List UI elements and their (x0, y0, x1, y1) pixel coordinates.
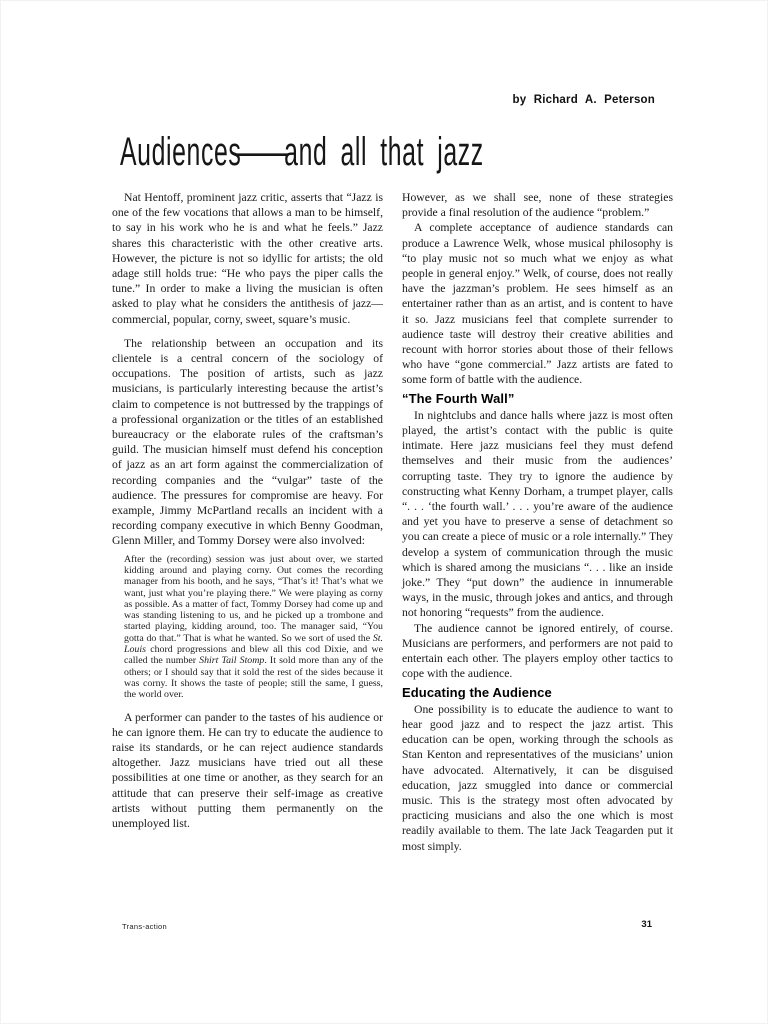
quote-text: After the (recording) session was just about over, we started kidding around and playing corny. Out comes the recording manager from his booth, and he says, “That’s it! That’s what we want, just what you’re playing there.” We were playing as corny as possible. As a matter of fact, Tommy Dorsey had come up and was standing listening to us, and he picked up a trombone and started playing, kidding around, too. The manager said, “You gotta do that.” That is what he wanted. So we sort of used the (124, 553, 383, 644)
paragraph-educate-audience: One possibility is to educate the audience to want to hear good jazz and to respect the jazz artist. This education can be open, working through the schools as Stan Kenton and representatives of the musicians’ union have advocated. Alternatively, it can be disguised education, jazz smuggled into dance or commercial music. This is the strategy most often advocated by practicing musicians and also the one which is most readily available to them. The late Jack Teagarden put it most simply. (402, 702, 673, 853)
paragraph-however-strategies: However, as we shall see, none of these strategies provide a final resolution of the audience “problem.” (402, 191, 673, 220)
article-body (112, 190, 673, 854)
right-column (402, 190, 673, 854)
article-title (120, 130, 484, 175)
quote-text: . It sold more than any of the others; or I should say that it sold the rest of the sides because it was corny. It shows the taste of people; still the same, I guess, the world over. (124, 655, 383, 701)
paragraph-audience-ignored: The audience cannot be ignored entirely, of course. Musicians are performers, and performers are not paid to entertain each other. The players employ other tactics to cope with the audience. (402, 621, 673, 681)
title-dash: — (236, 130, 290, 174)
paragraph-lawrence-welk: A complete acceptance of audience standards can produce a Lawrence Welk, whose musical philosophy is “to play music not so much what we enjoy as what people in general enjoy.” Welk, of course, does not really have the jazzman’s problem. He sees himself as an entertainer rather than as an artist, and is content to have it so. Jazz musicians feel that complete surrender to audience taste will destroy their creative abilities and recount with horror stories about those of their fellows who have “gone commercial.” Jazz artists are fated to some form of battle with the audience. (402, 221, 673, 387)
paragraph-performer-pander: A performer can pander to the tastes of his audience or he can ignore them. He can try to educate the audience to raise its standards, or he can reject audience standards altogether. Jazz musicians have tried out all these possibilities at one time or another, as they search for an attitude that can preserve their self-image as creative artists without putting them permanently on the unemployed list. (112, 710, 383, 830)
block-quote-mcpartland (124, 554, 383, 701)
paragraph-nightclubs: In nightclubs and dance halls where jazz is most often played, the artist’s contact with the public is quite intimate. Here jazz musicians feel they must defend themselves and their music from the audiences’ corrupting taste. They try to ignore the audience by constructing what Kenny Dorham, a trumpet player, calls “. . . ‘the fourth wall.’ . . . you’re aware of the audience and yet you have to preserve a sense of detachment so you can create a piece of music or a role internally.” They develop a system of communication through the music which is shared among the musicians “. . . like an inside joke.” They “put down” the audience in innumerable ways, in the music, through jokes and antics, and through not honoring “requests” from the audience. (402, 408, 673, 620)
paragraph-occupation-clientele: The relationship between an occupation and its clientele is a central concern of the sociology of occupations. The position of artists, such as jazz musicians, is particularly interesting because the artist’s claim to competence is not buttressed by the trappings of a professional organization or the titles of an established bureaucracy or the elaborate rules of the craftsman’s guild. The musician himself must defend his conception of jazz as an art form against the commercialization of recording companies and the “vulgar” taste of the audience. The pressures for compromise are heavy. For example, Jimmy McPartland recalls an incident with a recording company executive in which Benny Goodman, Glenn Miller, and Tommy Dorsey were also involved: (112, 336, 383, 548)
section-heading-fourth-wall: “The Fourth Wall” (402, 390, 515, 406)
page-number: 31 (641, 919, 652, 930)
quote-italic-st-louis: St. Louis (124, 632, 383, 656)
paragraph-nat-hentoff: Nat Hentoff, prominent jazz critic, asserts that “Jazz is one of the few vocations that allows a man to be himself, to say in his work who he is and what he feels.” Jazz shares this characteristic with the other creative arts. However, the picture is not so idyllic for artists; the old adage still holds true: “He who pays the piper calls the tune.” In order to make a living the musician is often asked to play what he considers the antithesis of jazz—commercial, popular, corny, sweet, square’s music. (112, 191, 383, 326)
title-part2: and all that jazz (284, 130, 484, 174)
journal-name: Trans-action (122, 922, 168, 931)
title-part1: Audiences (120, 130, 242, 174)
quote-italic-shirt-tail-stomp: Shirt Tail Stomp (199, 655, 265, 667)
section-heading-educating-audience: Educating the Audience (402, 684, 552, 700)
byline: by Richard A. Peterson (512, 94, 655, 106)
quote-text: chord progressions and blew all this cod Dixie, and we called the number (124, 644, 383, 667)
left-column (112, 190, 383, 854)
